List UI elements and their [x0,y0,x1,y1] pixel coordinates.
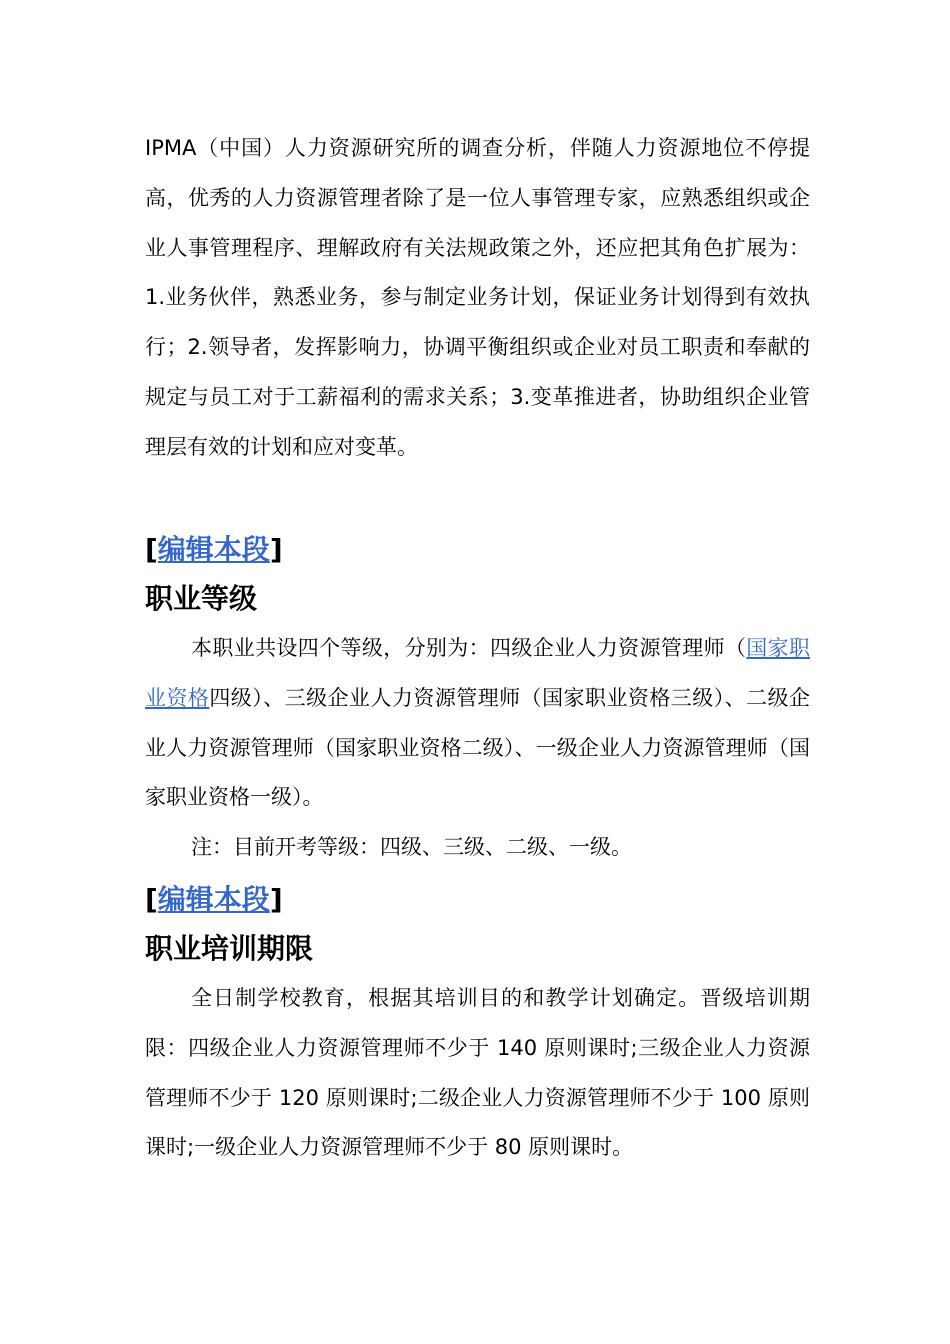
section-title-levels: 职业等级 [145,582,258,615]
edit-section-link-2 [145,874,283,926]
open-bracket: [ [145,883,158,916]
levels-note: 注：目前开考等级：四级、三级、二级、一级。 [191,835,632,860]
national-qualification-link[interactable]: 国家职业资格 [145,636,811,710]
open-bracket: [ [145,533,158,566]
levels-text-after: 四级）、三级企业人力资源管理师（国家职业资格三级）、二级企业人力资源管理师（国家职业资格二级）、一级企业人力资源管理师（国家职业资格一级）。 [145,685,811,810]
intro-block [145,124,810,473]
levels-text-before: 本职业共设四个等级，分别为：四级企业人力资源管理师（ [191,636,747,660]
edit-section-button-2[interactable]: 编辑本段 [157,883,270,916]
section-title-training: 职业培训期限 [145,932,314,965]
training-paragraph: 全日制学校教育，根据其培训目的和教学计划确定。晋级培训期限：四级企业人力资源管理师不少于 140 原则课时;三级企业人力资源管理师不少于 120 原则课时;二级企业人力资源管理师不少于 100 原则课时;一级企业人力资源管理师不少于 80 原则课时。 [145,986,810,1160]
close-bracket: ] [269,883,283,916]
training-block [145,974,810,1173]
intro-paragraph: IPMA（中国）人力资源研究所的调查分析，伴随人力资源地位不停提高，优秀的人力资源管理者除了是一位人事管理专家，应熟悉组织或企业人事管理程序、理解政府有关法规政策之外，还应把其角色扩展为：1.业务伙伴，熟悉业务，参与制定业务计划，保证业务计划得到有效执行；2.领导者，发挥影响力，协调平衡组织或企业对员工职责和奉献的规定与员工对于工薪福利的需求关系；3.变革推进者，协助组织企业管理层有效的计划和应对变革。 [145,136,810,459]
edit-section-button-1[interactable]: 编辑本段 [157,533,270,566]
levels-block [145,624,810,873]
edit-section-link-1 [145,524,283,576]
levels-paragraph [145,624,810,823]
close-bracket: ] [269,533,283,566]
